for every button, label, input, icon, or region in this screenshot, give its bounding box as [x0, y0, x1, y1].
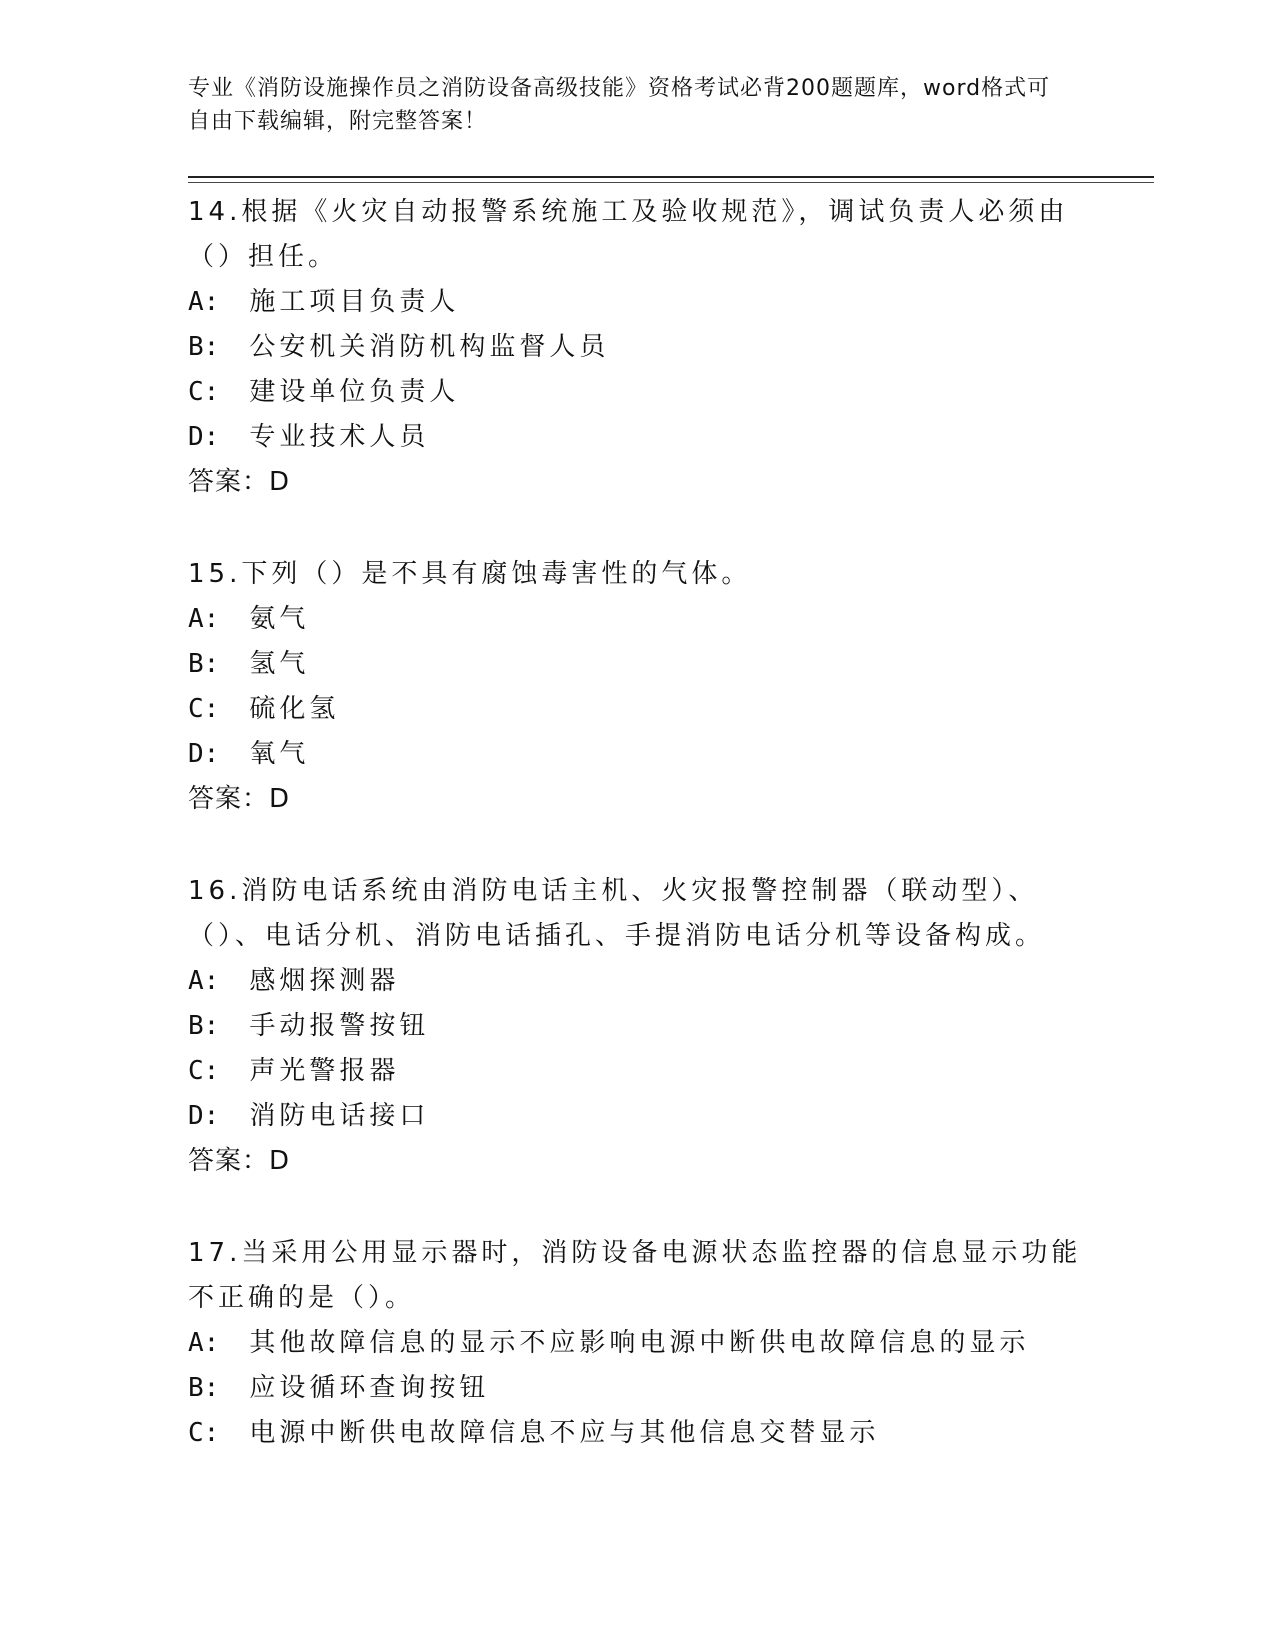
option-b [188, 1004, 1088, 1049]
option-text: 消防电话接口 [249, 1101, 430, 1131]
option-letter: C: [188, 694, 220, 724]
question-stem: 14.根据《火灾自动报警系统施工及验收规范》，调试负责人必须由（）担任。 [188, 197, 1069, 272]
option-text: 电源中断供电故障信息不应与其他信息交替显示 [249, 1418, 880, 1448]
option-a [188, 597, 1088, 642]
option-letter: A: [188, 1328, 220, 1358]
question-14 [188, 190, 1088, 505]
question-stem: 17.当采用公用显示器时，消防设备电源状态监控器的信息显示功能不正确的是（）。 [188, 1238, 1082, 1313]
header-divider-thin [188, 182, 1154, 183]
answer-line: 答案：D [188, 1146, 291, 1176]
option-text: 手动报警按钮 [249, 1011, 430, 1041]
option-c [188, 687, 1088, 732]
option-letter: D: [188, 739, 220, 769]
option-d [188, 415, 1088, 460]
header-divider-thick [188, 176, 1154, 178]
option-b [188, 642, 1088, 687]
option-letter: C: [188, 377, 220, 407]
option-a [188, 959, 1088, 1004]
option-text: 应设循环查询按钮 [249, 1373, 490, 1403]
option-text: 感烟探测器 [249, 966, 400, 996]
answer-line: 答案：D [188, 784, 291, 814]
option-letter: D: [188, 1101, 220, 1131]
option-letter: C: [188, 1056, 220, 1086]
question-stem: 15.下列（）是不具有腐蚀毒害性的气体。 [188, 559, 752, 589]
option-text: 声光警报器 [249, 1056, 400, 1086]
option-letter: A: [188, 604, 220, 634]
option-letter: B: [188, 1011, 220, 1041]
option-c [188, 370, 1088, 415]
option-text: 硫化氢 [249, 694, 340, 724]
option-a [188, 1321, 1088, 1366]
option-c [188, 1411, 1088, 1456]
option-text: 施工项目负责人 [249, 287, 460, 317]
question-17 [188, 1231, 1088, 1456]
option-text: 公安机关消防机构监督人员 [249, 332, 610, 362]
option-text: 氢气 [249, 649, 310, 679]
question-list [188, 190, 1088, 1456]
option-d [188, 732, 1088, 777]
question-15 [188, 552, 1088, 822]
option-text: 氨气 [249, 604, 310, 634]
option-b [188, 325, 1088, 370]
option-c [188, 1049, 1088, 1094]
option-letter: C: [188, 1418, 220, 1448]
option-text: 其他故障信息的显示不应影响电源中断供电故障信息的显示 [249, 1328, 1030, 1358]
document-header: 专业《消防设施操作员之消防设备高级技能》资格考试必背200题题库，word格式可自由下载编辑，附完整答案！ [188, 76, 1051, 134]
option-text: 建设单位负责人 [249, 377, 460, 407]
option-letter: B: [188, 649, 220, 679]
option-b [188, 1366, 1088, 1411]
answer-line: 答案：D [188, 467, 291, 497]
option-letter: A: [188, 287, 220, 317]
option-a [188, 280, 1088, 325]
question-stem: 16.消防电话系统由消防电话主机、火灾报警控制器（联动型）、（）、电话分机、消防电话插孔、手提消防电话分机等设备构成。 [188, 876, 1046, 951]
option-letter: A: [188, 966, 220, 996]
option-letter: D: [188, 422, 220, 452]
option-text: 氧气 [249, 739, 310, 769]
option-letter: B: [188, 1373, 220, 1403]
option-letter: B: [188, 332, 220, 362]
option-text: 专业技术人员 [249, 422, 430, 452]
option-d [188, 1094, 1088, 1139]
question-16 [188, 869, 1088, 1184]
